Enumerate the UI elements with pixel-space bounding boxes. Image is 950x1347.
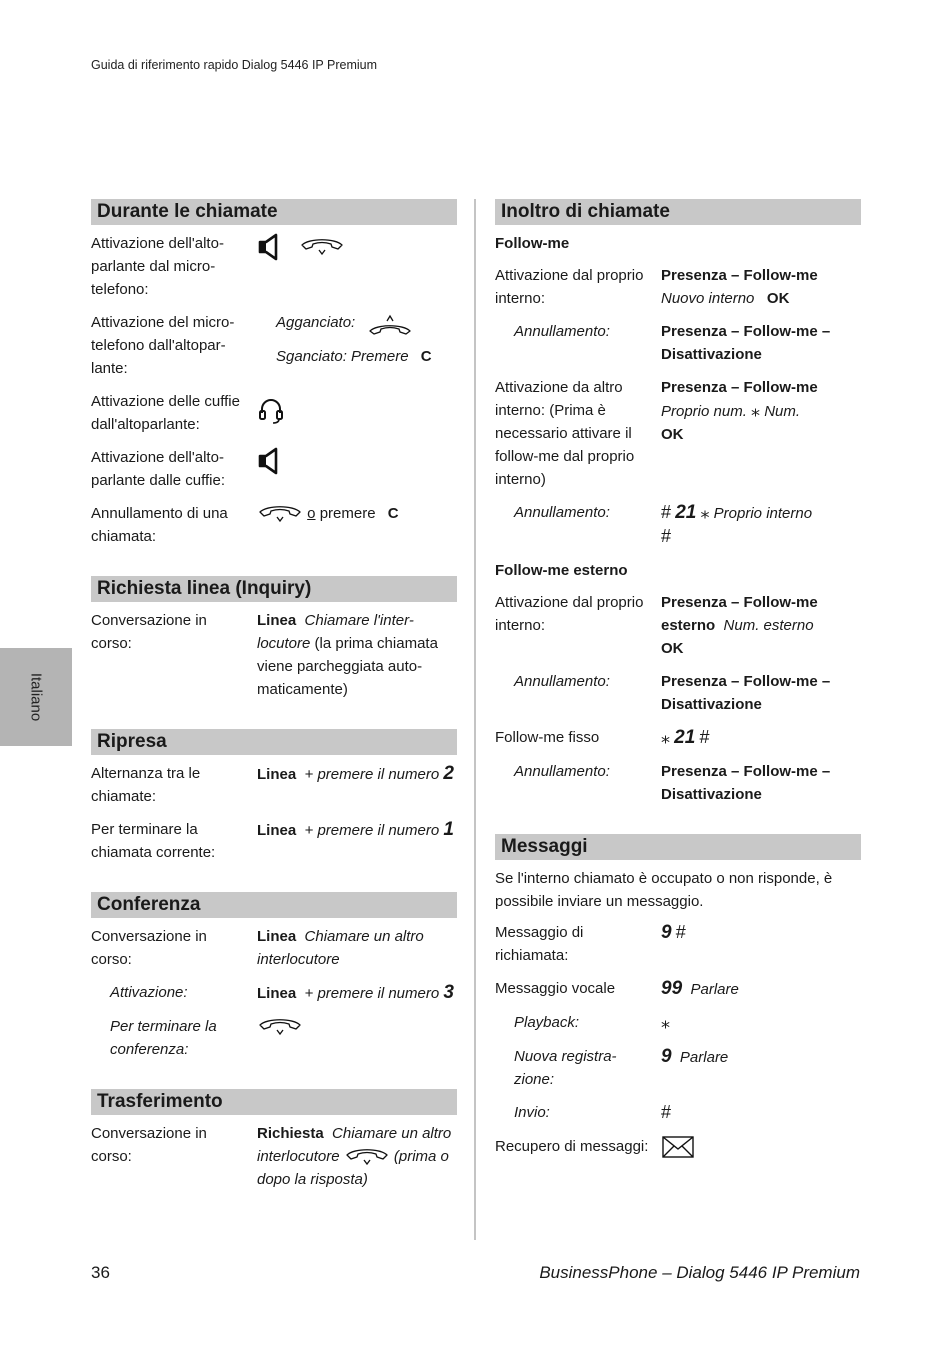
row-value [661,264,861,310]
row-label: Conversazione in corso: [91,928,207,968]
action-text: Parlare [679,1049,729,1066]
row-label: Annullamento: [514,673,610,690]
section-title-inoltro: Inoltro di chiamate [495,199,861,225]
row-end-current-call [91,818,457,864]
running-head: Guida di riferimento rapido Dialog 5446 IP Premium [91,58,378,72]
row-label: Attivazione dal proprio interno: [495,267,644,307]
key-linea: Linea [257,822,297,839]
row-label: Attivazione da altro interno: (Prima è necessario attivare il follow-me dal proprio interno) [495,379,635,488]
hash-key: # [675,922,686,942]
digit-key: 9 [661,1046,672,1067]
or-text: o [307,505,316,522]
row-external-follow-me [495,591,861,660]
hash-key: # [699,727,710,747]
row-label: Conversazione in corso: [91,1125,207,1165]
footer-title: BusinessPhone – Dialog 5446 IP Premium [539,1263,860,1282]
row-value [257,390,457,436]
row-value: Presenza – Follow-me – Disattivazione [661,673,831,713]
row-value [257,446,457,492]
row-fixed-cancel [495,760,861,806]
row-value [661,376,861,491]
loudspeaker-icon [257,446,283,476]
row-label: Attivazione dal proprio interno: [495,594,644,634]
row-conference-activate [91,981,457,1005]
section-title-inquiry: Richiesta linea (Inquiry) [91,576,457,602]
row-value [257,981,457,1005]
row-value [661,977,861,1001]
row-speaker-from-headset [91,446,457,492]
row-fixed-follow-me [495,726,861,750]
section-title-trasferimento: Trasferimento [91,1089,457,1115]
language-tab-label: Italiano [27,672,45,722]
row-value [257,232,457,301]
row-inquiry [91,609,457,701]
key-linea: Linea [257,928,297,945]
row-label: Attivazione: [110,984,188,1001]
handset-up-icon [367,311,413,335]
digit-key: 21 [675,502,697,523]
digit-key: 21 [674,727,696,748]
off-hook-label: Sganciato: Premere [276,348,409,366]
row-label: Annullamento: [514,763,610,780]
note-text: (la prima chiamata viene parcheggiata auto-maticamente) [257,635,438,698]
hash-key: # [661,526,672,546]
row-value [661,726,861,750]
row-cancel-call [91,502,457,548]
key-linea: Linea [257,612,297,629]
row-label: Playback: [514,1014,580,1031]
row-label: Per terminare la conferenza: [110,1018,217,1058]
row-label: Annullamento: [514,504,610,521]
row-follow-me-other-cancel [495,501,861,549]
press-text: premere [319,505,376,522]
action-text: + premere il numero [304,766,440,783]
key-c: C [387,505,399,522]
action-text: Parlare [690,981,739,998]
on-hook-label: Agganciato: [276,314,356,331]
digit-key: 9 [661,922,672,943]
action-text: Nuovo interno [661,290,755,307]
left-column [91,199,457,1201]
row-value [257,762,457,808]
row-label: Nuova registra-zione: [514,1048,617,1088]
row-handset-from-speaker [91,311,457,380]
row-label: Annullamento: [514,323,610,340]
key-linea: Linea [257,766,297,783]
row-value [257,311,457,380]
right-column [495,199,861,1169]
action-text: Proprio num. [661,403,747,420]
action-text: Proprio interno [713,505,813,522]
row-value [257,1122,457,1191]
page-number: 36 [91,1263,110,1282]
subhead-follow-me: Follow-me [495,235,570,252]
row-value [661,1011,861,1035]
row-label: Attivazione delle cuffie dall'altoparlante: [91,393,240,433]
row-value [661,501,861,549]
action-text: Num. [764,403,801,420]
row-label: Attivazione dell'alto-parlante dalle cuffie: [91,449,225,489]
row-follow-me-activate [495,264,861,310]
row-conference-end [91,1015,457,1061]
column-divider [474,199,476,1240]
row-label: Attivazione del micro-telefono dall'altopar-lante: [91,314,235,377]
row-label: Per terminare la chiamata corrente: [91,821,216,861]
subhead-follow-me-external: Follow-me esterno [495,562,628,579]
row-value [661,1135,861,1159]
row-value [661,591,861,660]
key-ok: OK [661,640,684,657]
note-text: (prima o dopo la risposta) [257,1148,449,1189]
row-label: Alternanza tra le chiamate: [91,765,201,805]
action-text: + premere il numero [304,985,440,1002]
row-conference-call [91,925,457,971]
row-follow-me-other [495,376,861,491]
hash-key: # [661,1102,672,1122]
star-key: ⁎ [700,502,710,522]
row-playback [495,1011,861,1035]
row-value [257,818,457,864]
action-text: + premere il numero [304,822,440,839]
row-headset-from-speaker [91,390,457,436]
row-value: Presenza – Follow-me – Disattivazione [661,763,831,803]
row-callback-message [495,921,861,967]
handset-down-icon [299,236,345,258]
key-richiesta: Richiesta [257,1125,324,1142]
section-title-ripresa: Ripresa [91,729,457,755]
row-value [257,502,457,548]
row-value [661,1101,861,1125]
key-linea: Linea [257,985,297,1002]
digit-key: 99 [661,978,683,999]
row-label: Attivazione dell'alto-parlante dal micro-telefono: [91,235,224,298]
row-follow-me-cancel [495,320,861,366]
section-title-durante: Durante le chiamate [91,199,457,225]
row-value [661,1045,861,1091]
row-label: Invio: [514,1104,550,1121]
action-text: Chiamare un altro interlocutore [257,928,424,968]
star-key: ⁎ [751,400,761,420]
key-presence: Presenza – Follow-me esterno [661,594,818,634]
row-label: Messaggio vocale [495,980,616,997]
row-send [495,1101,861,1125]
loudspeaker-icon [257,232,283,262]
action-text: Num. esterno [723,617,814,634]
row-value [257,1015,457,1061]
handset-down-icon [257,503,303,525]
key-ok: OK [766,290,790,307]
row-voice-message [495,977,861,1001]
digit-key: 1 [443,819,454,840]
row-value [661,921,861,967]
row-external-cancel [495,670,861,716]
row-new-recording [495,1045,861,1091]
key-c: C [420,348,432,366]
row-value: Presenza – Follow-me – Disattivazione [661,323,831,363]
key-presence: Presenza – Follow-me [661,267,818,284]
handset-down-icon [257,1016,303,1038]
row-value [257,925,457,971]
key-ok: OK [661,426,684,443]
digit-key: 2 [443,763,454,784]
language-tab [0,648,72,746]
section-title-conferenza: Conferenza [91,892,457,918]
row-label: Annullamento di una chiamata: [91,505,228,545]
row-speaker-from-handset [91,232,457,301]
hash-key: # [661,502,672,522]
row-transfer [91,1122,457,1191]
digit-key: 3 [443,982,454,1003]
action-text: Chiamare l'inter-locutore [257,612,414,652]
handset-down-icon [344,1146,390,1168]
messages-intro: Se l'interno chiamato è occupato o non risponde, è possibile inviare un messaggio. [495,870,833,910]
star-key: ⁎ [661,1012,670,1032]
envelope-icon [661,1135,695,1159]
row-label: Messaggio di richiamata: [495,924,584,964]
row-label: Recupero di messaggi: [495,1138,649,1155]
row-alternate-calls [91,762,457,808]
row-label: Conversazione in corso: [91,612,207,652]
row-value [257,609,457,701]
row-label: Follow-me fisso [495,729,600,746]
star-key: ⁎ [661,727,670,747]
section-title-messaggi: Messaggi [495,834,861,860]
action-text: Chiamare un altro interlocutore [257,1125,452,1165]
row-retrieve-messages [495,1135,861,1159]
headset-icon [257,396,285,424]
key-presence: Presenza – Follow-me [661,379,818,396]
